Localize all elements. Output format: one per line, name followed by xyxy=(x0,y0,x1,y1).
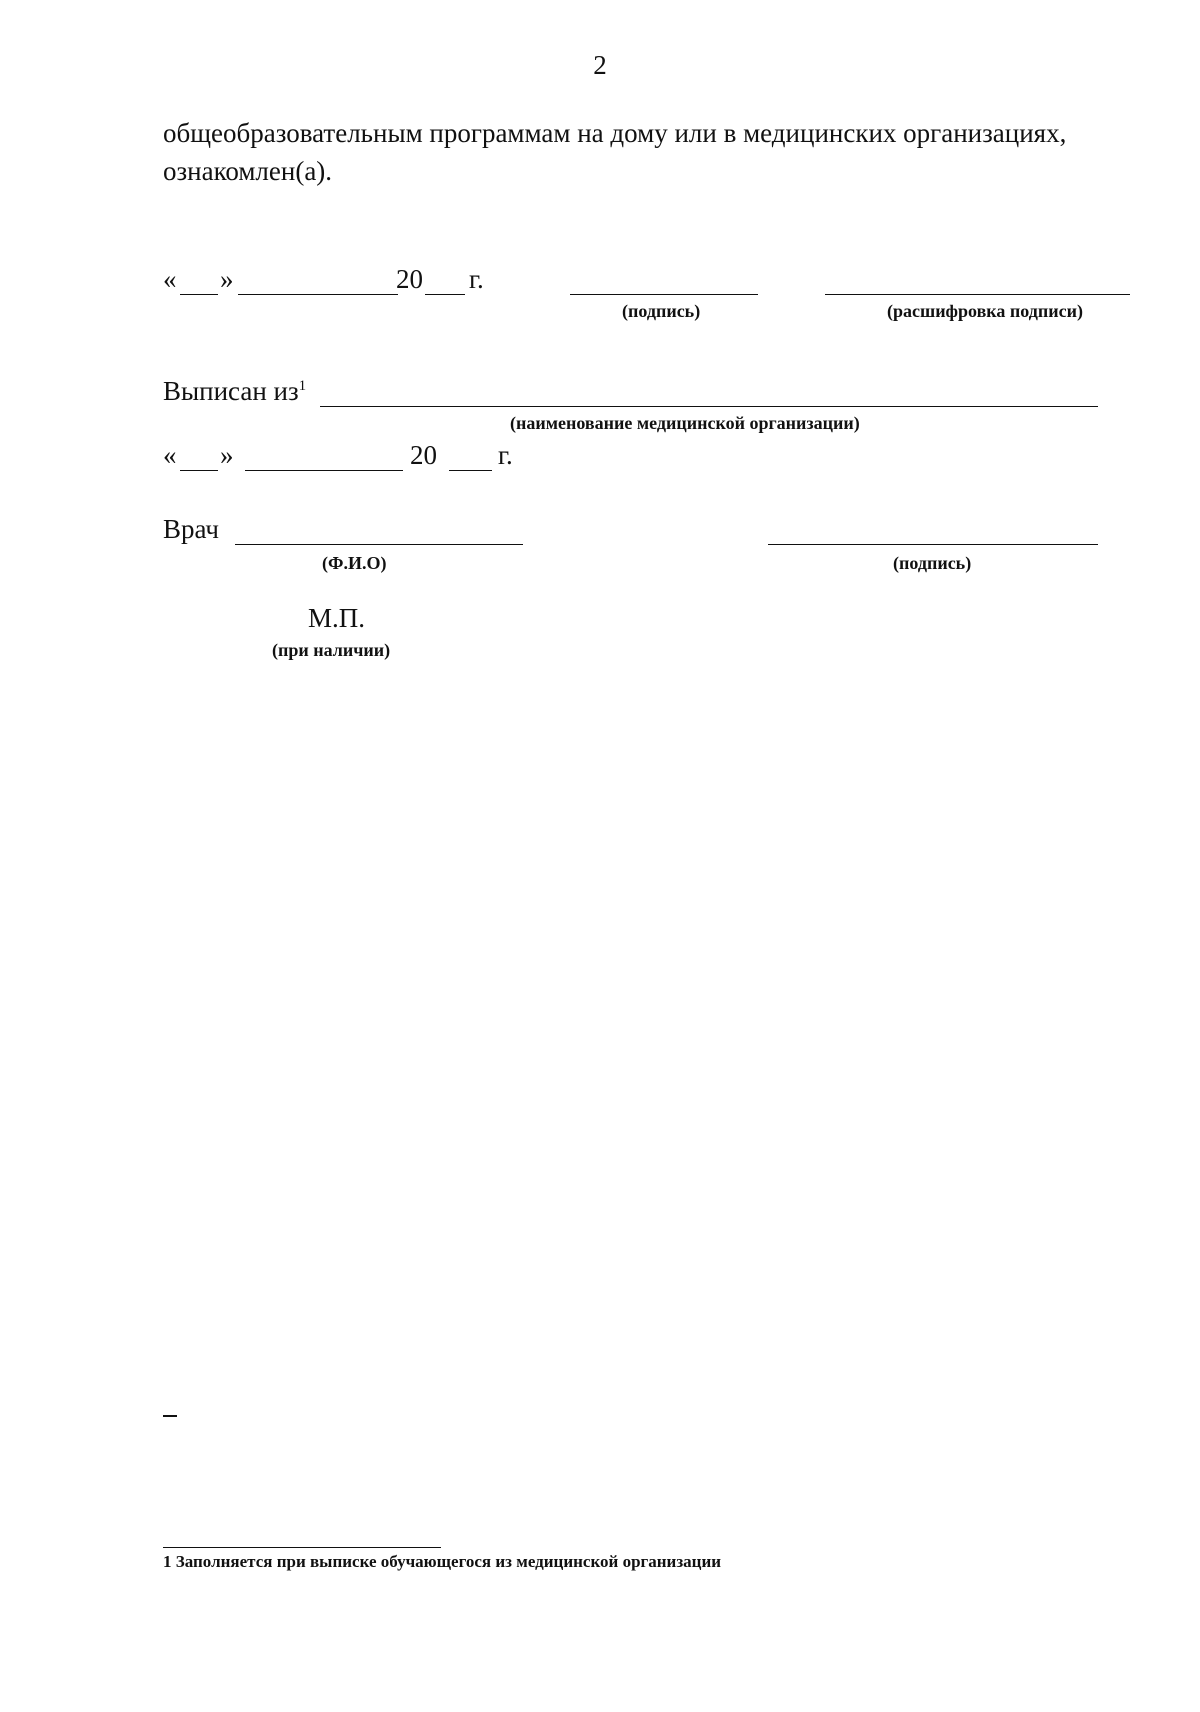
stray-dash-mark xyxy=(163,1415,177,1417)
date-year-prefix: 20 xyxy=(396,264,423,294)
discharge-date-year-prefix: 20 xyxy=(410,440,437,470)
signature-decoding-blank[interactable] xyxy=(825,294,1130,295)
footnote-reference: 1 xyxy=(298,378,307,394)
doctor-signature-caption: (подпись) xyxy=(893,553,972,573)
discharged-label: Выписан $из^1$ xyxy=(163,376,307,406)
date-close-quote: » xyxy=(220,264,234,294)
discharge-date-month-blank[interactable] xyxy=(245,470,403,471)
footnote-text: 1 Заполняется при выписке обучающегося из медицинской организации xyxy=(163,1552,722,1571)
stamp-label: М.П. xyxy=(308,603,366,633)
date-day-blank[interactable] xyxy=(180,294,218,295)
doctor-name-blank[interactable] xyxy=(235,544,523,545)
signature-blank[interactable] xyxy=(570,294,758,295)
signature-caption: (подпись) xyxy=(622,301,701,321)
discharge-date-open-quote: « xyxy=(163,440,177,470)
page-number: 2 xyxy=(593,50,607,80)
signature-decoding-caption: (расшифровка подписи) xyxy=(887,301,1083,321)
footnote-separator xyxy=(163,1547,441,1548)
paragraph-line-1: общеобразовательным программам на дому или в медицинских организациях, xyxy=(163,118,1067,148)
discharge-date-year-suffix: г. xyxy=(498,440,513,470)
organization-name-caption: (наименование медицинской организации) xyxy=(510,413,860,433)
discharge-date-day-blank[interactable] xyxy=(180,470,218,471)
date-month-blank[interactable] xyxy=(238,294,398,295)
discharge-date-year-blank[interactable] xyxy=(449,470,492,471)
date-open-quote: « xyxy=(163,264,177,294)
body-paragraph xyxy=(163,114,1066,190)
date-year-suffix: г. xyxy=(469,264,484,294)
discharge-date-close-quote: » xyxy=(220,440,234,470)
paragraph-line-2: ознакомлен(а). xyxy=(163,156,333,186)
organization-name-blank[interactable] xyxy=(320,406,1098,407)
doctor-signature-blank[interactable] xyxy=(768,544,1098,545)
doctor-label: Врач xyxy=(163,514,219,544)
doctor-name-caption: (Ф.И.О) xyxy=(322,553,387,573)
stamp-caption: (при наличии) xyxy=(272,640,391,660)
date-year-blank[interactable] xyxy=(425,294,465,295)
